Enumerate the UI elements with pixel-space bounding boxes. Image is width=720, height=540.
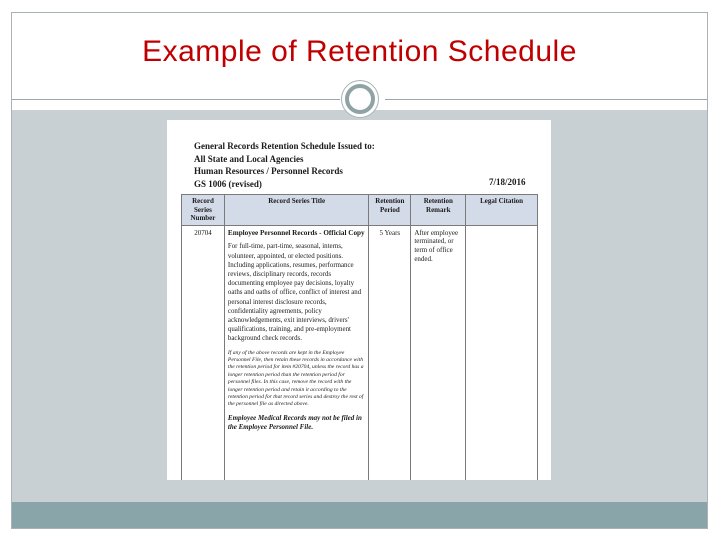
document-date: 7/18/2016 (489, 177, 526, 187)
record-title-cell (224, 225, 368, 480)
record-warning: Employee Medical Records may not be filed in the Employee Personnel File. (227, 413, 362, 431)
divider-right (385, 99, 707, 100)
table-row (182, 225, 538, 480)
column-header-number: Record Series Number (182, 195, 225, 226)
slide-title: Example of Retention Schedule (142, 35, 577, 68)
column-header-remark: Retention Remark (411, 195, 466, 226)
circle-ornament-inner (345, 84, 375, 114)
record-number: 20704 (182, 225, 225, 480)
retention-period: 5 Years (369, 225, 411, 480)
column-header-period: Retention Period (369, 195, 411, 226)
column-header-citation: Legal Citation (466, 195, 538, 226)
table-header-row (182, 195, 538, 226)
divider-left (12, 99, 340, 100)
header-line-category: Human Resources / Personnel Records (194, 166, 343, 176)
circle-ornament-icon (341, 80, 379, 118)
legal-citation (466, 225, 538, 480)
schedule-document-image (167, 120, 551, 480)
record-description: For full-time, part-time, seasonal, interns, volunteer, appointed, or elected positions. Including applications, resumes, performance reviews, disciplinary records, records documenting employee pay decisions, loyalty oaths and oaths of office, conflict of interest and personal interest disclosure records, confidentiality agreements, policy acknowledgements, exit interviews, drivers' qualifications, training, and pre-employment background check records. (227, 243, 362, 343)
retention-table (181, 194, 538, 480)
header-line-agencies: All State and Local Agencies (194, 153, 304, 164)
header-line-schedule-id: GS 1006 (revised) (194, 178, 262, 189)
record-title: Employee Personnel Records - Official Copy (227, 228, 365, 237)
header-line-issued: General Records Retention Schedule Issued to: (194, 141, 375, 151)
document-header (194, 140, 534, 190)
record-note: If any of the above records are kept in the Employee Personnel File, then retain these records in accordance with the retention period for item #20704, unless the record has a longer retention period than the retention period for personnel files. In this case, remove the record with the longer retention period and retain it according to the retention period for that record series and destroy the rest of the personnel file as directed above. (227, 349, 364, 408)
footer-bar (12, 502, 707, 528)
column-header-title: Record Series Title (224, 195, 368, 226)
retention-remark: After employee terminated, or term of office ended. (411, 225, 466, 480)
